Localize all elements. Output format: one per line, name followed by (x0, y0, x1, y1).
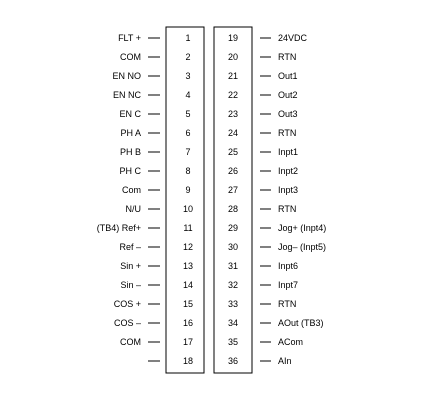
left-pin-signal-label: EN NO (112, 71, 141, 81)
right-pin-number: 33 (227, 299, 239, 309)
left-pin-signal-label: COM (120, 337, 141, 347)
left-pin-number: 14 (182, 280, 194, 290)
left-pin-number: 8 (185, 166, 191, 176)
right-pin-number: 21 (227, 71, 239, 81)
right-pin-number: 24 (227, 128, 239, 138)
right-pin-number: 20 (227, 52, 239, 62)
left-pin-row-17 (120, 337, 193, 347)
right-pin-number: 23 (227, 109, 239, 119)
right-pin-signal-label: AIn (278, 356, 292, 366)
right-pin-number: 30 (227, 242, 239, 252)
right-pin-row-36 (228, 356, 292, 366)
left-pin-number: 18 (182, 356, 194, 366)
right-pin-number: 26 (227, 166, 239, 176)
right-pin-signal-label: Inpt1 (278, 147, 299, 157)
left-pin-row-14 (120, 280, 193, 290)
left-pin-number: 4 (185, 90, 191, 100)
left-pin-signal-label: EN NC (112, 90, 141, 100)
right-pin-number: 34 (227, 318, 239, 328)
right-pin-signal-label: AOut (TB3) (278, 318, 324, 328)
right-pin-signal-label: Inpt6 (278, 261, 299, 271)
left-pin-signal-label: PH A (120, 128, 141, 138)
left-pin-signal-label: Sin + (120, 261, 141, 271)
right-pin-number: 31 (227, 261, 239, 271)
right-pin-number: 25 (227, 147, 239, 157)
right-pin-number: 29 (227, 223, 239, 233)
right-pin-number: 27 (227, 185, 239, 195)
left-pin-number: 13 (182, 261, 194, 271)
right-pin-number: 19 (227, 33, 239, 43)
left-pin-signal-label: Ref – (119, 242, 141, 252)
right-pin-signal-label: RTN (278, 52, 297, 62)
left-pin-signal-label: PH C (119, 166, 141, 176)
left-pin-number: 2 (185, 52, 191, 62)
right-pin-signal-label: Jog+ (Inpt4) (278, 223, 327, 233)
right-pin-signal-label: Out1 (278, 71, 298, 81)
right-pin-signal-label: Out3 (278, 109, 298, 119)
right-pin-signal-label: Inpt2 (278, 166, 299, 176)
right-pin-signal-label: 24VDC (278, 33, 308, 43)
left-pin-number: 11 (183, 223, 193, 233)
right-pin-number: 32 (227, 280, 239, 290)
left-pin-signal-label: FLT + (118, 33, 141, 43)
left-pin-number: 3 (185, 71, 191, 81)
right-pin-number: 36 (227, 356, 239, 366)
right-pin-signal-label: RTN (278, 128, 297, 138)
left-pin-signal-label: EN C (119, 109, 141, 119)
left-pin-number: 12 (182, 242, 194, 252)
left-pin-signal-label: PH B (119, 147, 141, 157)
left-pin-row-10 (126, 204, 194, 214)
right-pin-signal-label: Jog– (Inpt5) (278, 242, 327, 252)
left-pin-number: 16 (182, 318, 194, 328)
right-pin-number: 35 (227, 337, 239, 347)
right-pin-signal-label: Out2 (278, 90, 298, 100)
left-pin-signal-label: COS + (113, 299, 141, 309)
left-pin-signal-label: COM (120, 52, 141, 62)
left-pin-number: 1 (185, 33, 191, 43)
right-pin-number: 28 (227, 204, 239, 214)
left-pin-number: 10 (182, 204, 194, 214)
right-pin-signal-label: Inpt7 (278, 280, 299, 290)
left-pin-number: 15 (182, 299, 194, 309)
left-pin-signal-label: Com (121, 185, 141, 195)
left-pin-number: 9 (185, 185, 191, 195)
right-pin-number: 22 (227, 90, 239, 100)
left-pin-row-13 (120, 261, 193, 271)
left-pin-number: 7 (185, 147, 191, 157)
right-pin-signal-label: Inpt3 (278, 185, 299, 195)
left-pin-signal-label: (TB4) Ref+ (96, 223, 141, 233)
right-pin-signal-label: ACom (278, 337, 304, 347)
left-pin-number: 17 (182, 337, 194, 347)
left-pin-signal-label: Sin – (120, 280, 141, 290)
left-pin-number: 5 (185, 109, 191, 119)
left-pin-number: 6 (185, 128, 191, 138)
right-pin-signal-label: RTN (278, 299, 297, 309)
left-pin-signal-label: COS – (113, 318, 141, 328)
left-pin-signal-label: N/U (125, 204, 141, 214)
right-pin-signal-label: RTN (278, 204, 297, 214)
